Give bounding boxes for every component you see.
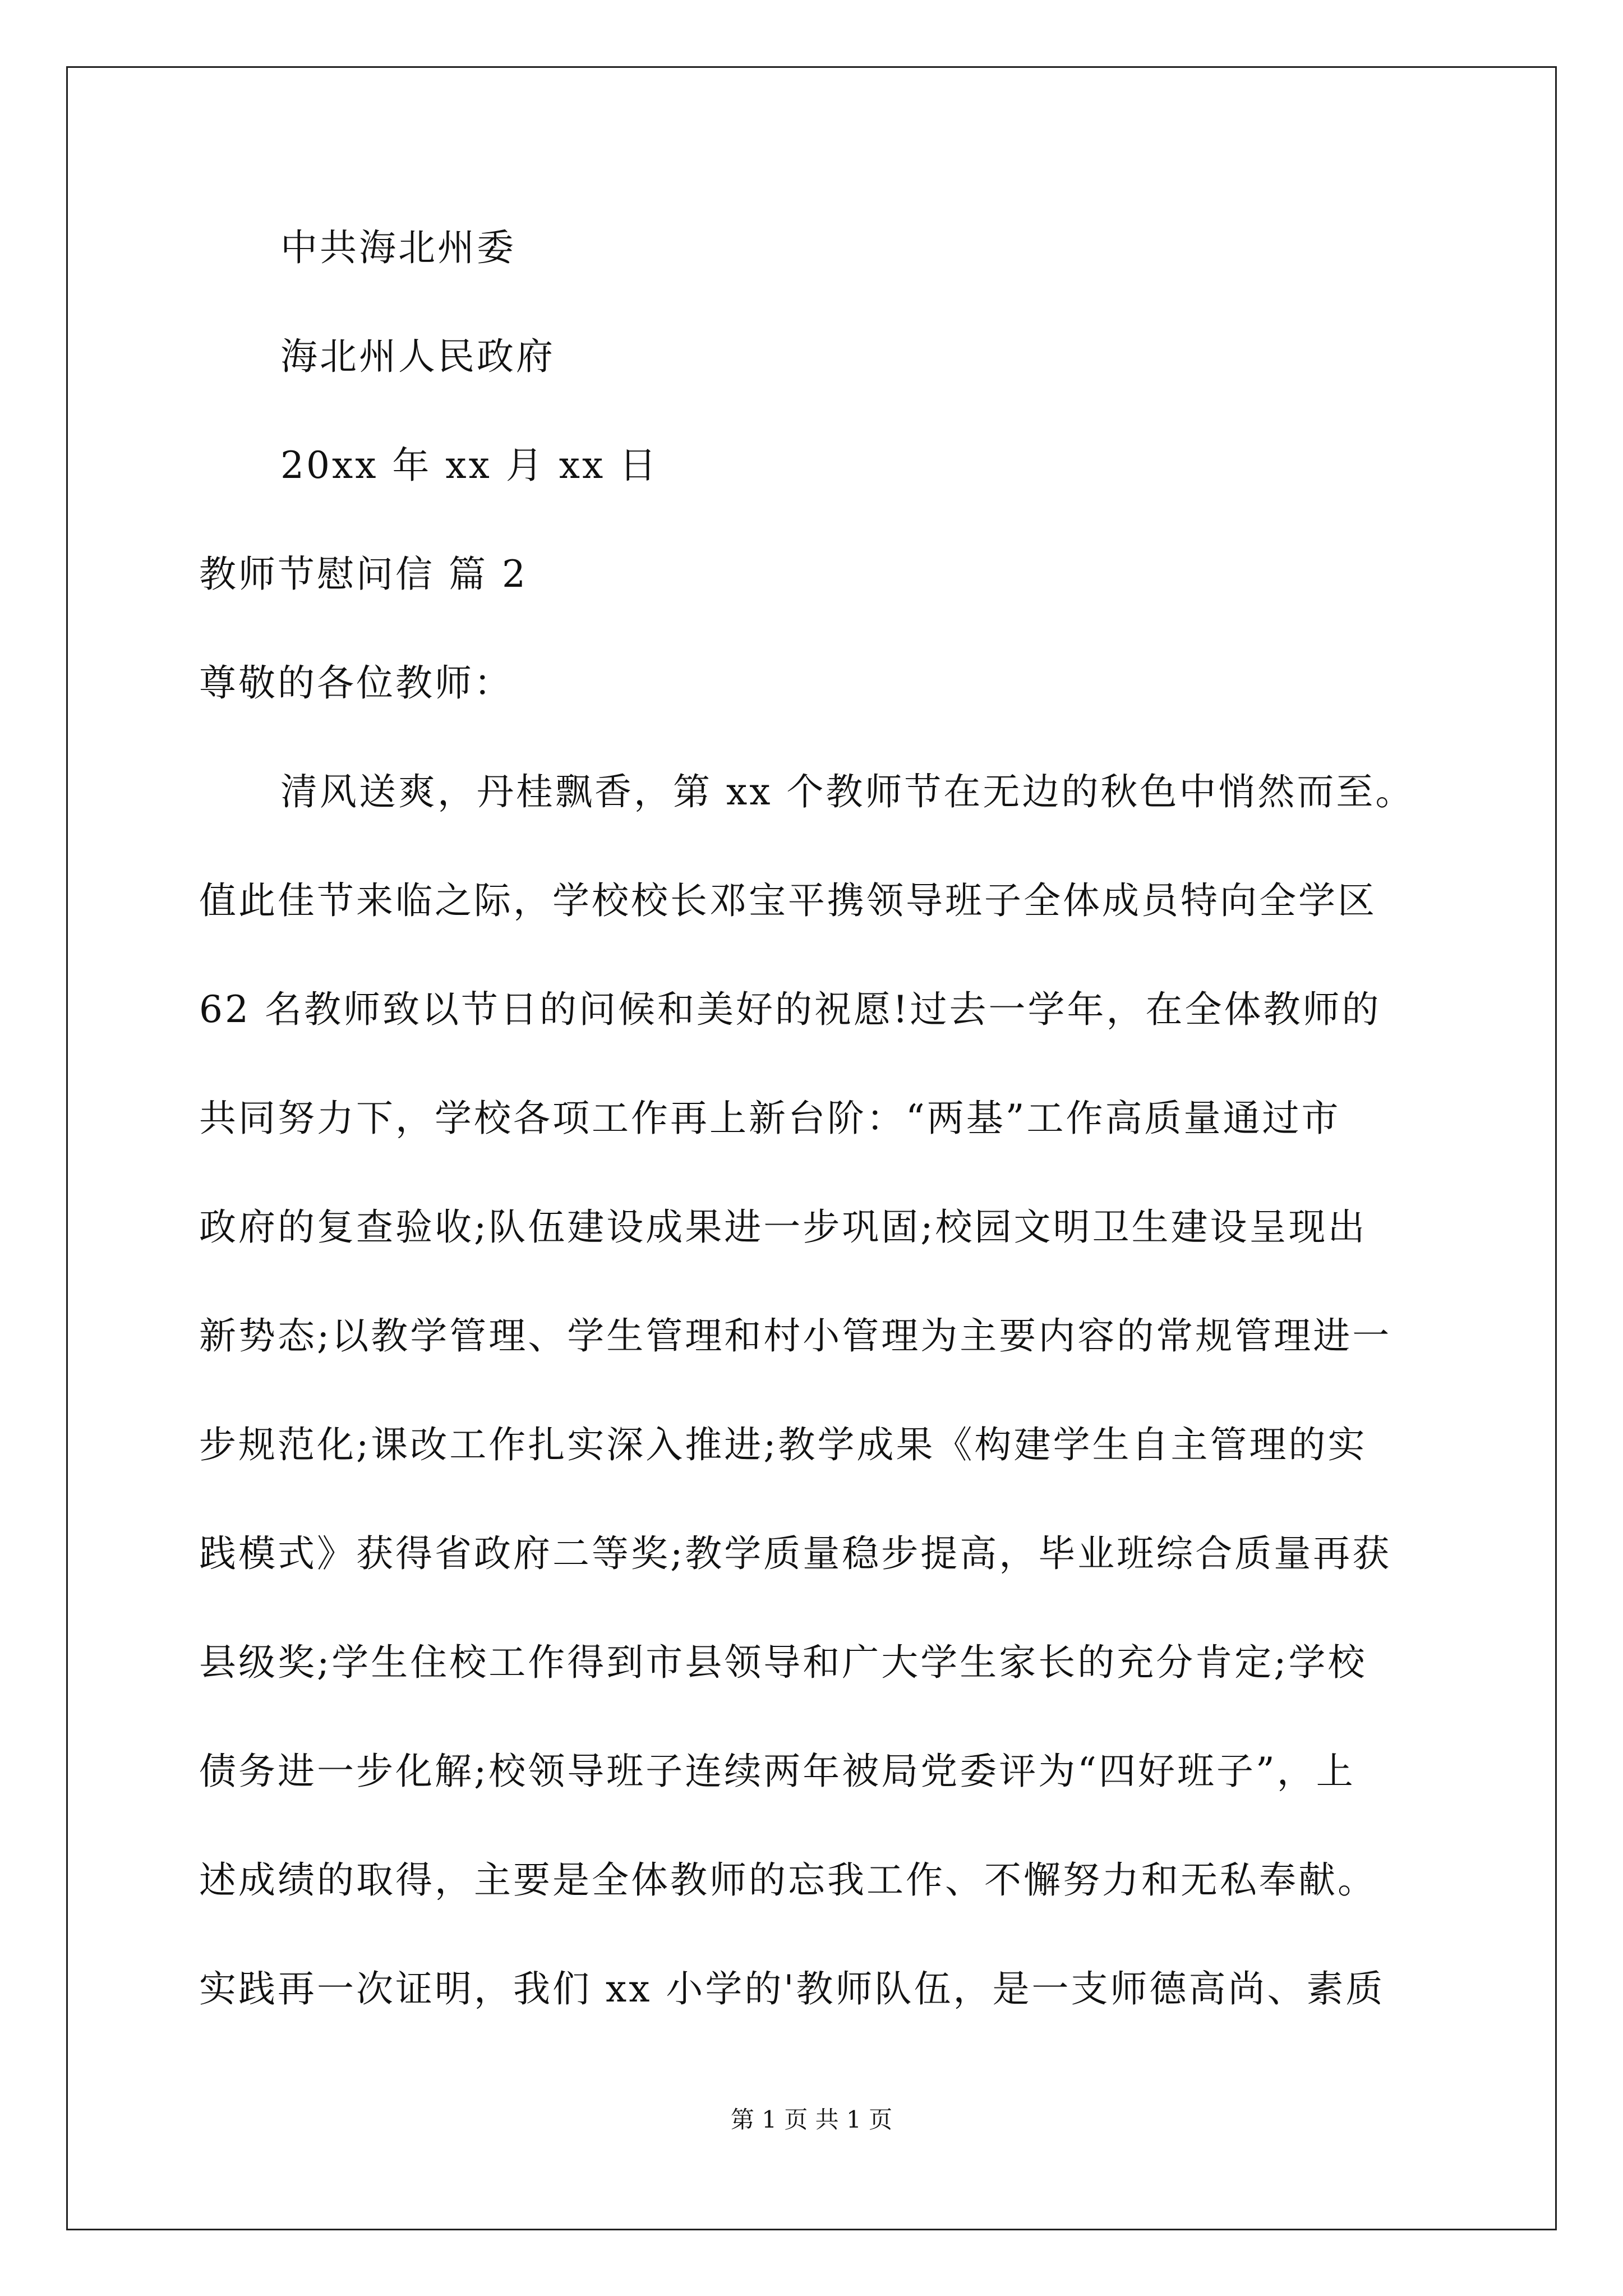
body-line: 践模式》获得省政府二等奖;教学质量稳步提高，毕业班综合质量再获 [199,1532,1392,1575]
body-line: 实践再一次证明，我们 xx 小学的'教师队伍，是一支师德高尚、素质 [199,1967,1385,2010]
body-line: 县级奖;学生住校工作得到市县领导和广大学生家长的充分肯定;学校 [199,1641,1367,1684]
page-border [66,66,1557,2230]
signature-org-1: 中共海北州委 [280,226,516,269]
signature-date: 20xx 年 xx 月 xx 日 [280,444,659,487]
page-footer: 第 1 页 共 1 页 [730,2106,893,2133]
body-line: 债务进一步化解;校领导班子连续两年被局党委评为“四好班子”，上 [199,1750,1355,1793]
signature-org-2: 海北州人民政府 [280,335,555,378]
body-line: 共同努力下，学校各项工作再上新台阶：“两基”工作高质量通过市 [199,1097,1341,1140]
body-line: 62 名教师致以节日的问候和美好的祝愿!过去一学年，在全体教师的 [199,988,1381,1031]
section-heading: 教师节慰问信 篇 2 [199,553,528,596]
body-line: 政府的复查验收;队伍建设成果进一步巩固;校园文明卫生建设呈现出 [199,1205,1367,1249]
salutation: 尊敬的各位教师： [199,661,513,705]
body-line: 清风送爽，丹桂飘香，第 xx 个教师节在无边的秋色中悄然而至。 [280,770,1415,813]
body-line: 述成绩的取得，主要是全体教师的忘我工作、不懈努力和无私奉献。 [199,1858,1377,1902]
body-line: 新势态;以教学管理、学生管理和村小管理为主要内容的常规管理进一 [199,1314,1392,1358]
body-line: 步规范化;课改工作扎实深入推进;教学成果《构建学生自主管理的实 [199,1423,1367,1466]
body-line: 值此佳节来临之际，学校校长邓宝平携领导班子全体成员特向全学区 [199,879,1377,922]
